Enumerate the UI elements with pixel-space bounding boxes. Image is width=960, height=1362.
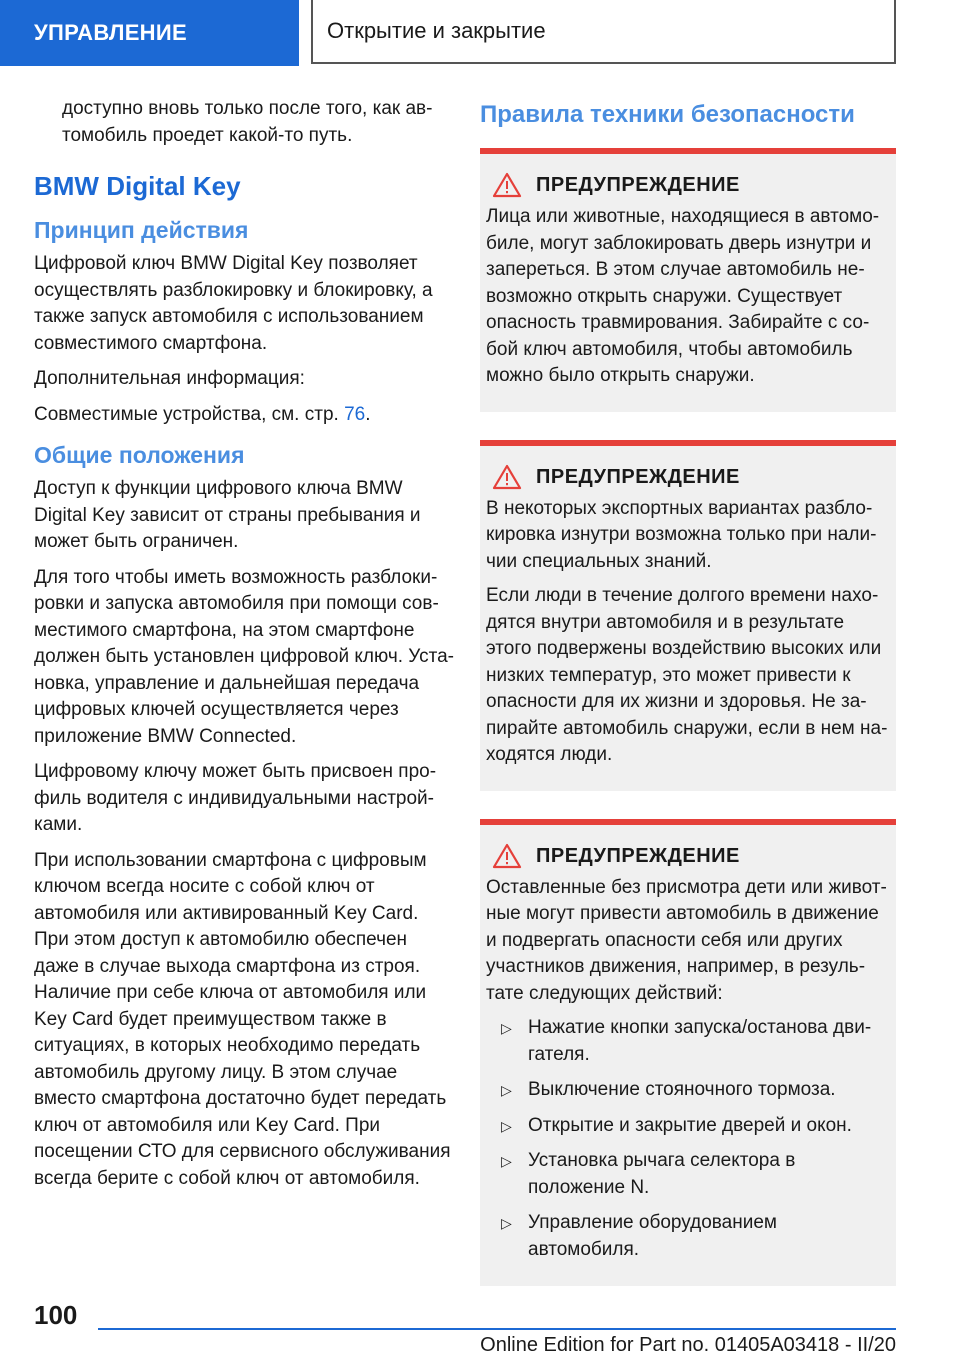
page-number: 100 [34,1300,78,1330]
intro-paragraph: доступно вновь только после того, как автомобиль проедет какой-то путь. [62,98,433,146]
action-list [486,1015,890,1263]
warning-paragraph: Оставленные без присмотра дети или животные могут привести автомобиль в движение и подвергать опасности себя или других участников движения, например, в результате следующих действий: [486,876,887,1004]
warning-header [486,464,890,490]
compat-text: Совместимые устройства, см. стр. [34,403,345,425]
left-column [34,96,454,1201]
compat-text-end: . [365,403,371,425]
list-item: ▷ Управление оборудованием автомобиля. [501,1212,777,1260]
warning-header [486,843,890,869]
general-paragraph-3: Цифровому ключу может быть присвоен профиль водителя с индивидуальными настройками. [34,761,437,835]
warning-triangle-icon [492,843,522,869]
principle-paragraph-3 [34,402,454,429]
list-item: ▷ Нажатие кнопки запуска/останова двигателя. [501,1017,872,1065]
triangle-bullet-icon: ▷ [501,1215,512,1231]
triangle-bullet-icon: ▷ [501,1082,512,1098]
list-item: ▷ Установка рычага селектора в положение N. [501,1150,796,1198]
warning-paragraph: В некоторых экспортных вариантах разблокировка изнутри возможна только при наличии специальных знаний. [486,497,877,572]
warning-paragraph: Лица или животные, находящиеся в автомобиле, могут заблокировать дверь изнутри и запереться. В этом случае автомобиль невозможно открыть снаружи. Существует опасность травмирования. Забирайте с собой ключ автомобиля, чтобы автомобиль можно было открыть снаружи. [486,206,880,386]
warning-header [486,172,890,198]
safety-heading: Правила техники безопасности [480,101,855,128]
warning-title: ПРЕДУПРЕЖДЕНИЕ [536,174,740,196]
footer-divider [98,1328,896,1330]
general-paragraph-4: При использовании смартфона с цифровым ключом всегда носите с собой ключ от автомобиля или активированный Key Card. При этом доступ к автомобилю обеспечен даже в случае выхода смартфона из строя. Наличие при себе ключа от автомобиля или Key Card будет преимуществом также в ситуациях, в которых необходимо передать автомобиль другому лицу. В этом случае вместо смартфона достаточно будет передать ключ от автомобиля или Key Card. При посещении СТО для сервисного обслуживания всегда берите с собой ключ от автомобиля. [34,849,451,1189]
principle-paragraph-2: Дополнительная информация: [34,368,305,389]
triangle-bullet-icon: ▷ [501,1117,512,1134]
section-heading: BMW Digital Key [34,171,241,201]
list-item: ▷ Выключение стояночного тормоза. [486,1077,890,1104]
section-label: УПРАВЛЕНИЕ [0,0,299,66]
triangle-bullet-icon: ▷ [501,1020,512,1036]
warning-title: ПРЕДУПРЕЖДЕНИЕ [536,465,740,488]
edition-text: Online Edition for Part no. 01405A03418 - II/20 [480,1334,896,1356]
general-heading: Общие положения [34,442,245,468]
warning-title: ПРЕДУПРЕЖДЕНИЕ [536,844,740,867]
right-column [480,96,896,1314]
general-paragraph-1: Доступ к функции цифрового ключа BMW Digital Key зависит от страны пребывания и может быть ограничен. [34,478,421,552]
general-paragraph-2: Для того чтобы иметь возможность разблокировки и запуска автомобиля при помощи совместимого смартфона, на этом смартфоне должен быть установлен цифровой ключ. Установка, управление и дальнейшая передача цифровых ключей осуществляется через приложение BMW Connected. [34,566,454,747]
warning-triangle-icon [492,464,522,490]
page-footer [0,1290,960,1362]
warning-box [480,148,896,412]
triangle-bullet-icon: ▷ [501,1153,512,1169]
list-item: ▷ Открытие и закрытие дверей и окон. [486,1113,890,1140]
warning-paragraph: Если люди в течение долгого времени находятся внутри автомобиля и в результате этого подвержены воздействию высоких или низких температур, это может привести к опасности для их жизни и здоровья. Не запирайте автомобиль снаружи, если в нем находятся люди. [486,585,888,765]
principle-heading: Принцип действия [34,217,249,243]
warning-triangle-icon [492,172,522,198]
principle-paragraph-1: Цифровой ключ BMW Digital Key позволяет осуществлять разблокировку и блокировку, а также запуск автомобиля с использованием совместимого смартфона. [34,253,433,354]
page-ref-link[interactable]: 76 [344,403,366,425]
chapter-title: Открытие и закрытие [311,0,896,64]
warning-box [480,440,896,791]
page-header [0,0,960,66]
warning-box [480,819,896,1287]
